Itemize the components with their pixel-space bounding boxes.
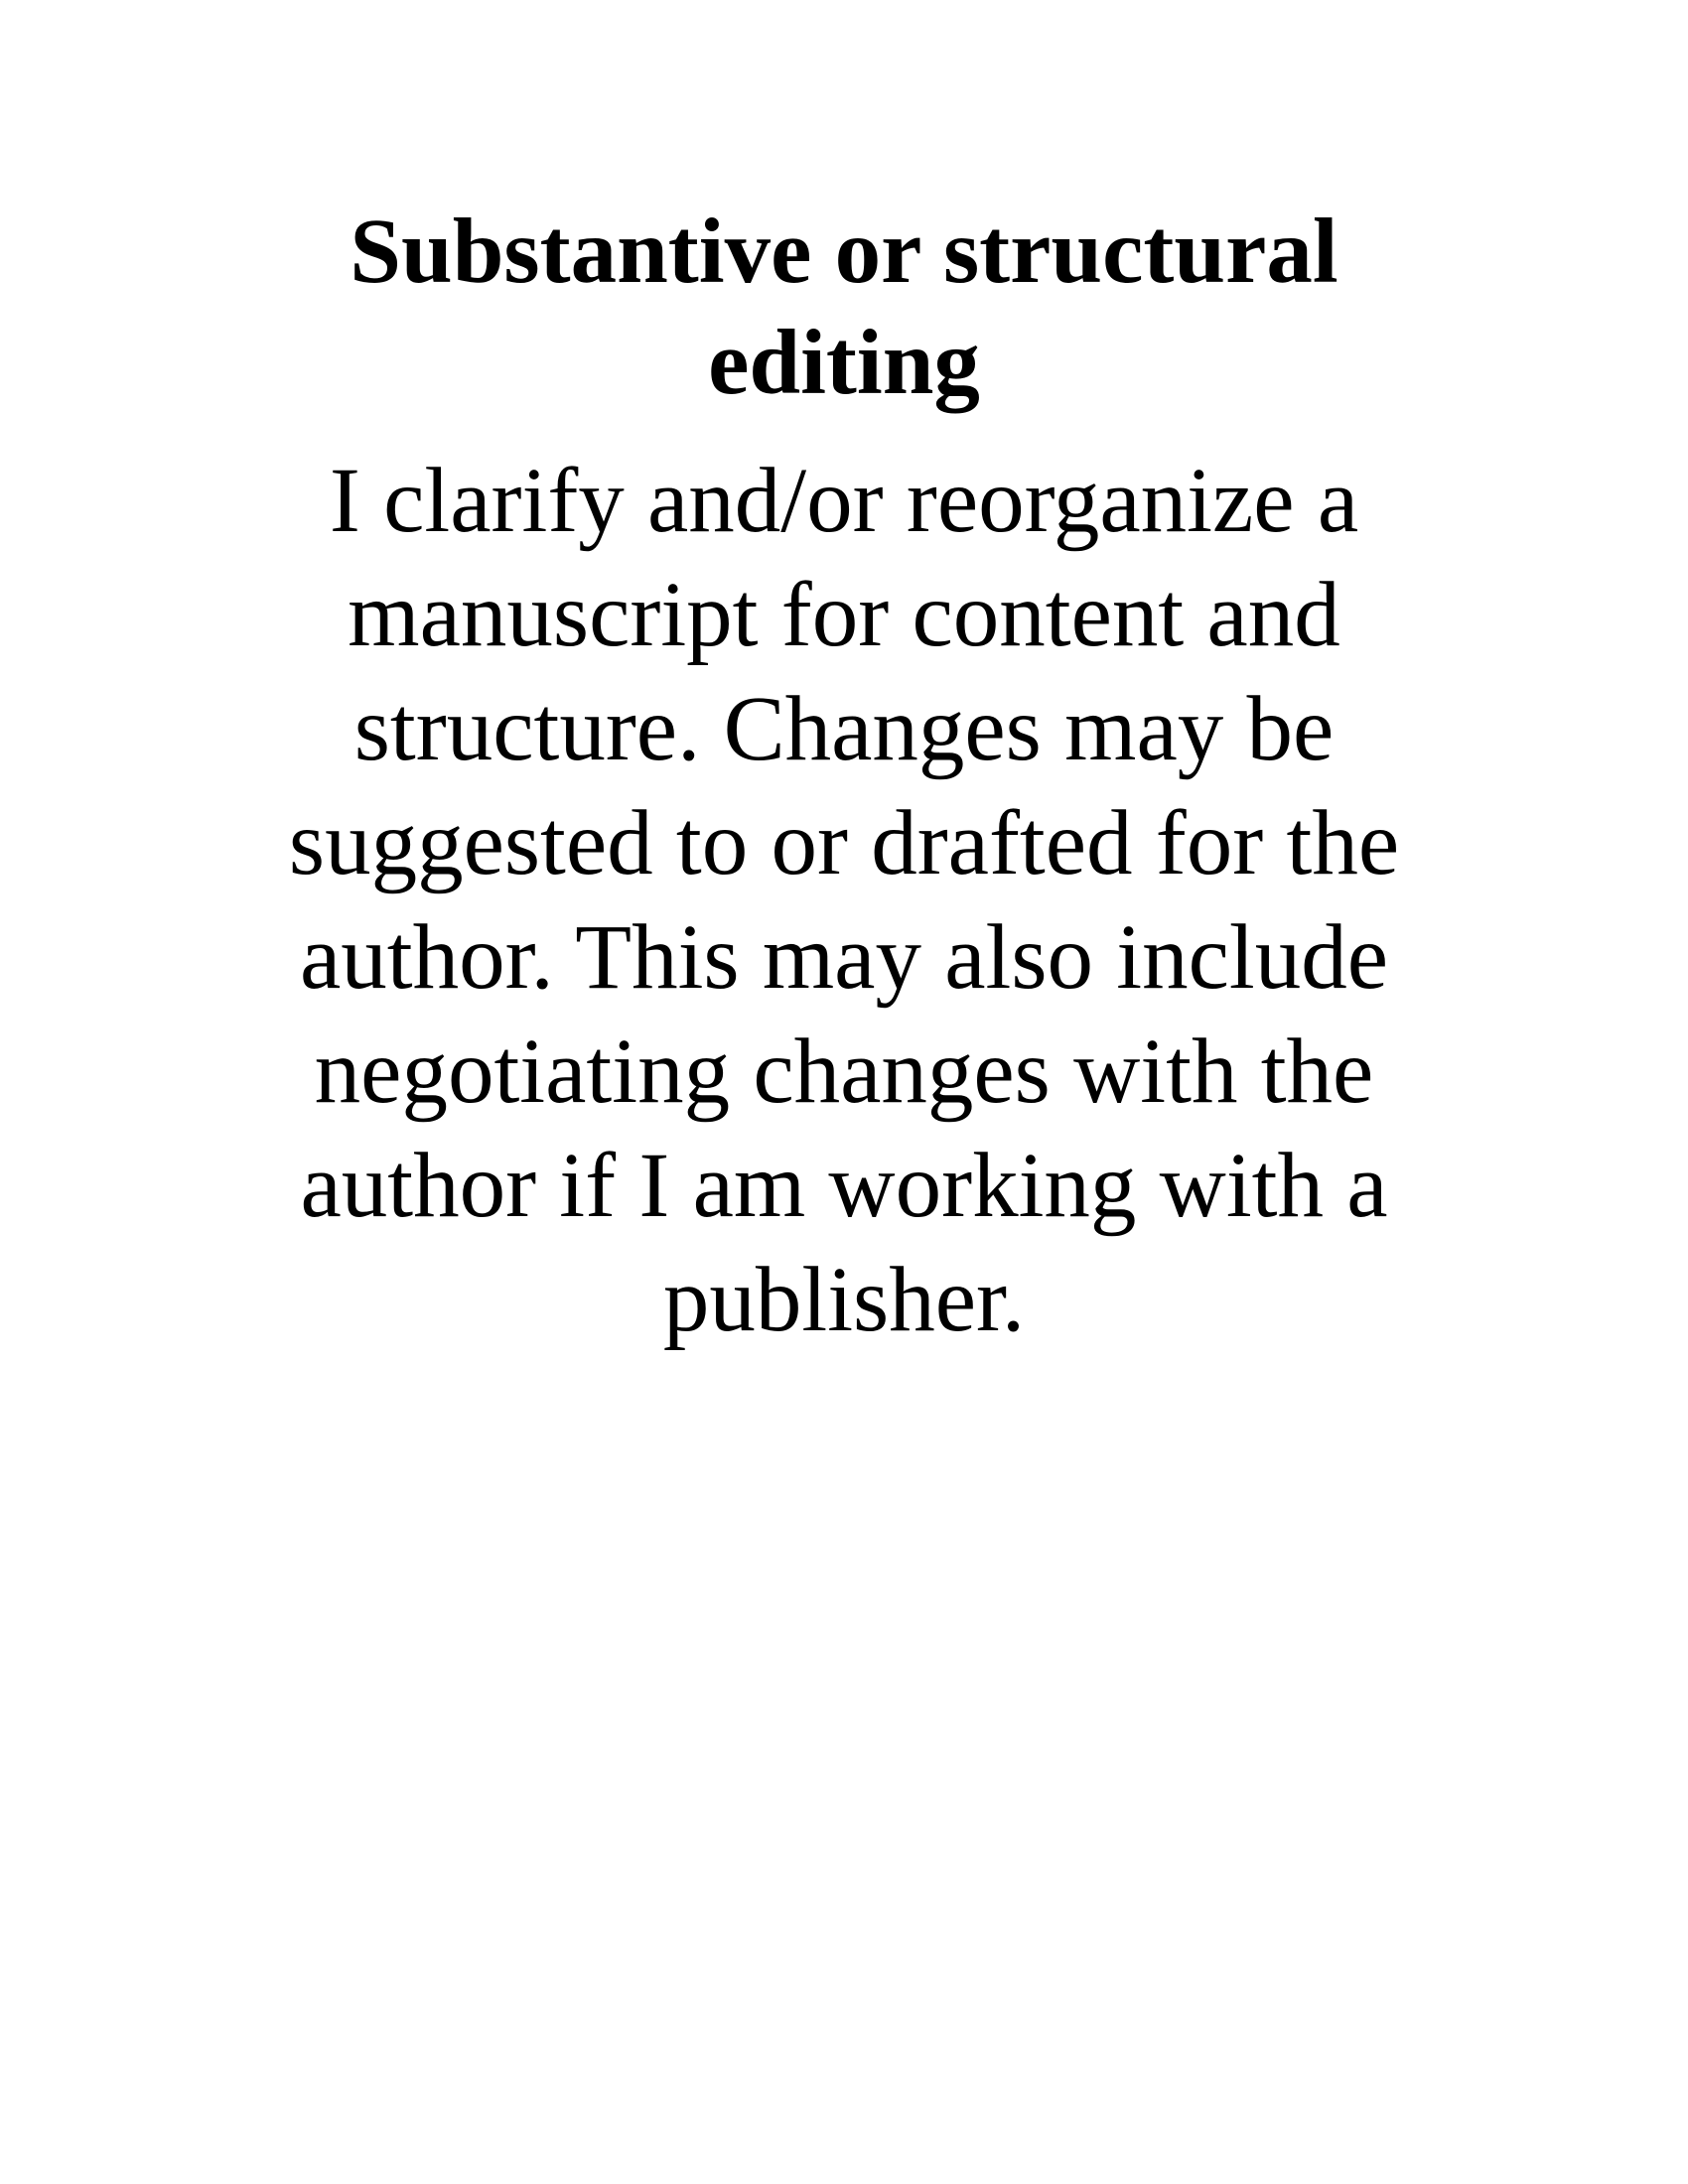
- heading-line: editing: [708, 312, 980, 414]
- page-heading: [199, 197, 1489, 419]
- body-line: structure. Changes may be: [353, 678, 1335, 780]
- body-line: negotiating changes with the: [314, 1021, 1374, 1123]
- page-content: [199, 197, 1489, 1357]
- heading-line: Substantive or structural: [350, 201, 1338, 303]
- body-line: author. This may also include: [299, 906, 1389, 1009]
- body-line: author if I am working with a: [300, 1135, 1388, 1237]
- body-line: I clarify and/or reorganize a: [329, 450, 1359, 552]
- body-paragraph: [199, 444, 1489, 1357]
- body-line: publisher.: [662, 1249, 1026, 1351]
- body-line: suggested to or drafted for the: [288, 792, 1400, 894]
- body-line: manuscript for content and: [348, 564, 1340, 666]
